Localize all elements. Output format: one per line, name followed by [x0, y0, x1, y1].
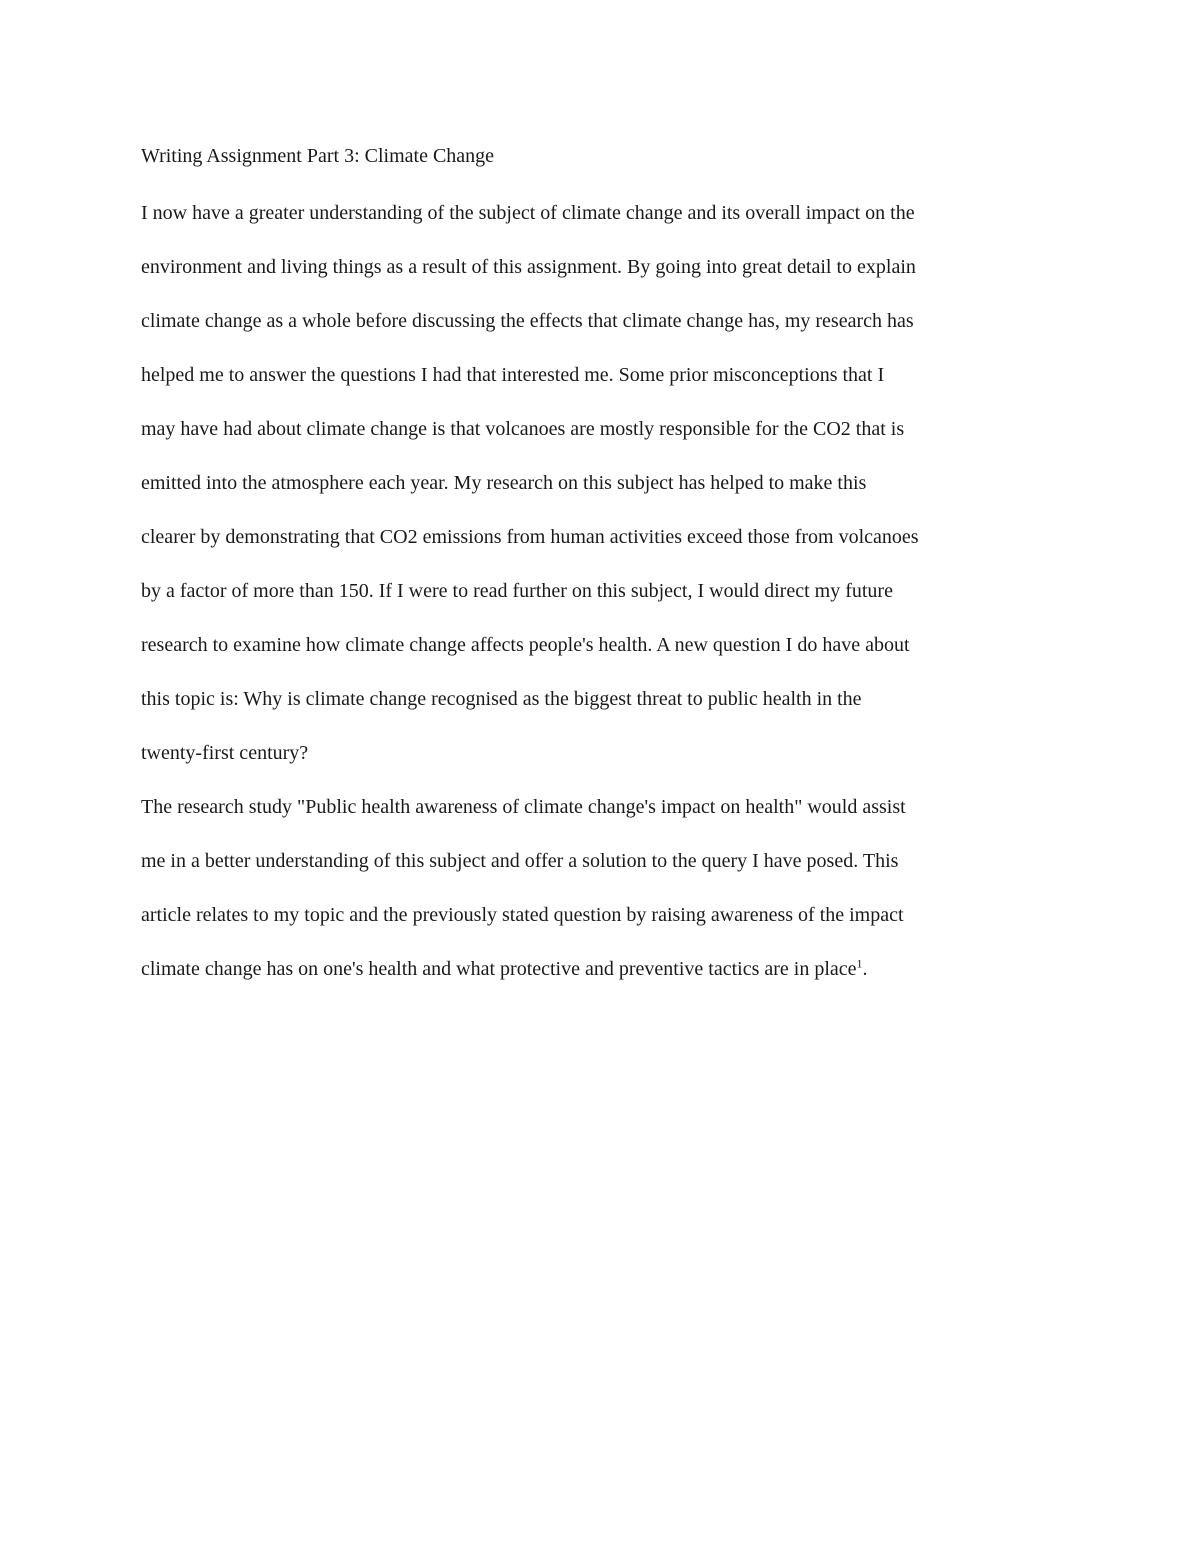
text-line-last — [141, 942, 1061, 996]
text-line: The research study "Public health awareness of climate change's impact on health" would assist — [141, 796, 906, 818]
document-body — [141, 141, 1061, 996]
text-line: clearer by demonstrating that CO2 emissions from human activities exceed those from volcanoes — [141, 526, 919, 548]
text-line: twenty-first century? — [141, 742, 309, 764]
text-line: this topic is: Why is climate change recognised as the biggest threat to public health in the — [141, 688, 862, 710]
paragraph-1 — [141, 186, 1061, 780]
paragraph-2 — [141, 780, 1061, 996]
text-line: by a factor of more than 150. If I were to read further on this subject, I would direct my future — [141, 580, 893, 602]
text-line: environment and living things as a result of this assignment. By going into great detail to explain — [141, 256, 916, 278]
text-line: I now have a greater understanding of the subject of climate change and its overall impact on the — [141, 202, 915, 224]
text-line: article relates to my topic and the previously stated question by raising awareness of the impact — [141, 904, 904, 926]
text-line: helped me to answer the questions I had that interested me. Some prior misconceptions that I — [141, 364, 885, 386]
final-period: . — [862, 958, 868, 980]
text-line: may have had about climate change is that volcanoes are mostly responsible for the CO2 that is — [141, 418, 905, 440]
last-line-text: climate change has on one's health and what protective and preventive tactics are in place — [141, 958, 857, 980]
text-line: emitted into the atmosphere each year. My research on this subject has helped to make this — [141, 472, 867, 494]
text-line: research to examine how climate change affects people's health. A new question I do have about — [141, 634, 910, 656]
text-line: climate change as a whole before discussing the effects that climate change has, my research has — [141, 310, 914, 332]
text-line: me in a better understanding of this subject and offer a solution to the query I have posed. This — [141, 850, 899, 872]
document-title: Writing Assignment Part 3: Climate Change — [141, 145, 495, 167]
footnote-marker: 1 — [856, 956, 863, 971]
